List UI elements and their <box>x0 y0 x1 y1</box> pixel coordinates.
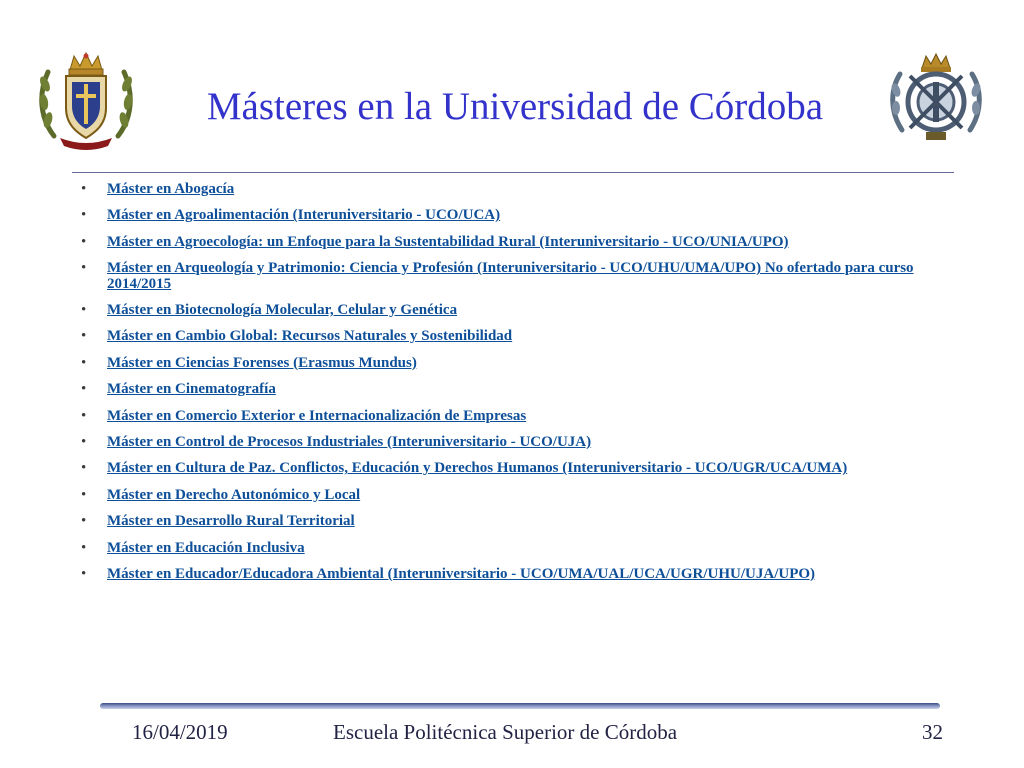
list-item <box>78 382 958 398</box>
list-item <box>78 261 958 292</box>
bullet-icon: • <box>81 565 87 582</box>
list-item <box>78 182 958 198</box>
list-item <box>78 409 958 425</box>
list-item <box>78 461 958 477</box>
bullet-icon: • <box>81 328 87 345</box>
list-item <box>78 514 958 530</box>
master-link-agroecologia[interactable]: Máster en Agroecología: un Enfoque para la Sustentabilidad Rural (Interuniversitario - UCO/UNIA/UPO) <box>107 233 789 250</box>
master-link-derecho-autonomico[interactable]: Máster en Derecho Autonómico y Local <box>107 486 361 503</box>
master-link-biotecnologia[interactable]: Máster en Biotecnología Molecular, Celular y Genética <box>107 302 458 319</box>
bullet-icon: • <box>81 434 87 451</box>
bullet-icon: • <box>81 460 87 477</box>
master-link-abogacia[interactable]: Máster en Abogacía <box>107 181 235 197</box>
footer-school-name: Escuela Politécnica Superior de Córdoba <box>333 720 678 744</box>
polytechnic-crest-logo <box>888 50 984 146</box>
master-link-cultura-de-paz[interactable]: Máster en Cultura de Paz. Conflictos, Educación y Derechos Humanos (Interuniversitario - UCO/UGR/UCA/UMA) <box>107 460 848 477</box>
list-item <box>78 303 958 319</box>
footer-page-number: 32 <box>922 720 943 744</box>
list-item <box>78 435 958 451</box>
bullet-icon: • <box>81 233 87 250</box>
bullet-icon: • <box>81 407 87 424</box>
bullet-icon: • <box>81 381 87 398</box>
slide-title: Másteres en la Universidad de Córdoba <box>206 85 824 128</box>
master-link-arqueologia[interactable]: Máster en Arqueología y Patrimonio: Ciencia y Profesión (Interuniversitario - UCO/UHU/UMA/UPO) No ofertado para curso 2014/2015 <box>107 260 914 292</box>
master-link-educador-ambiental[interactable]: Máster en Educador/Educadora Ambiental (Interuniversitario - UCO/UMA/UAL/UCA/UGR/UHU/UJA/UPO) <box>107 565 816 582</box>
master-link-agroalimentacion[interactable]: Máster en Agroalimentación (Interuniversitario - UCO/UCA) <box>107 207 501 224</box>
bullet-icon: • <box>81 207 87 224</box>
master-link-educacion-inclusiva[interactable]: Máster en Educación Inclusiva <box>107 539 305 556</box>
bullet-icon: • <box>81 302 87 319</box>
master-link-ciencias-forenses[interactable]: Máster en Ciencias Forenses (Erasmus Mundus) <box>107 354 417 371</box>
list-item <box>78 488 958 504</box>
masters-list <box>78 182 958 593</box>
master-link-cinematografia[interactable]: Máster en Cinematografía <box>107 381 276 398</box>
footer-date: 16/04/2019 <box>132 720 228 744</box>
bullet-icon: • <box>81 260 87 277</box>
bullet-icon: • <box>81 486 87 503</box>
list-item <box>78 208 958 224</box>
master-link-comercio-exterior[interactable]: Máster en Comercio Exterior e Internacionalización de Empresas <box>107 407 527 424</box>
bullet-icon: • <box>81 181 87 197</box>
bullet-icon: • <box>81 354 87 371</box>
list-item <box>78 567 958 583</box>
list-item <box>78 356 958 372</box>
list-item <box>78 541 958 557</box>
bullet-icon: • <box>81 513 87 530</box>
master-link-cambio-global[interactable]: Máster en Cambio Global: Recursos Naturales y Sostenibilidad <box>107 328 513 345</box>
university-crest-logo <box>36 48 136 150</box>
master-link-desarrollo-rural[interactable]: Máster en Desarrollo Rural Territorial <box>107 513 355 530</box>
master-link-control-procesos[interactable]: Máster en Control de Procesos Industriales (Interuniversitario - UCO/UJA) <box>107 434 592 451</box>
title-divider <box>72 172 954 173</box>
list-item <box>78 235 958 251</box>
list-item <box>78 329 958 345</box>
footer-divider <box>100 703 940 709</box>
bullet-icon: • <box>81 539 87 556</box>
